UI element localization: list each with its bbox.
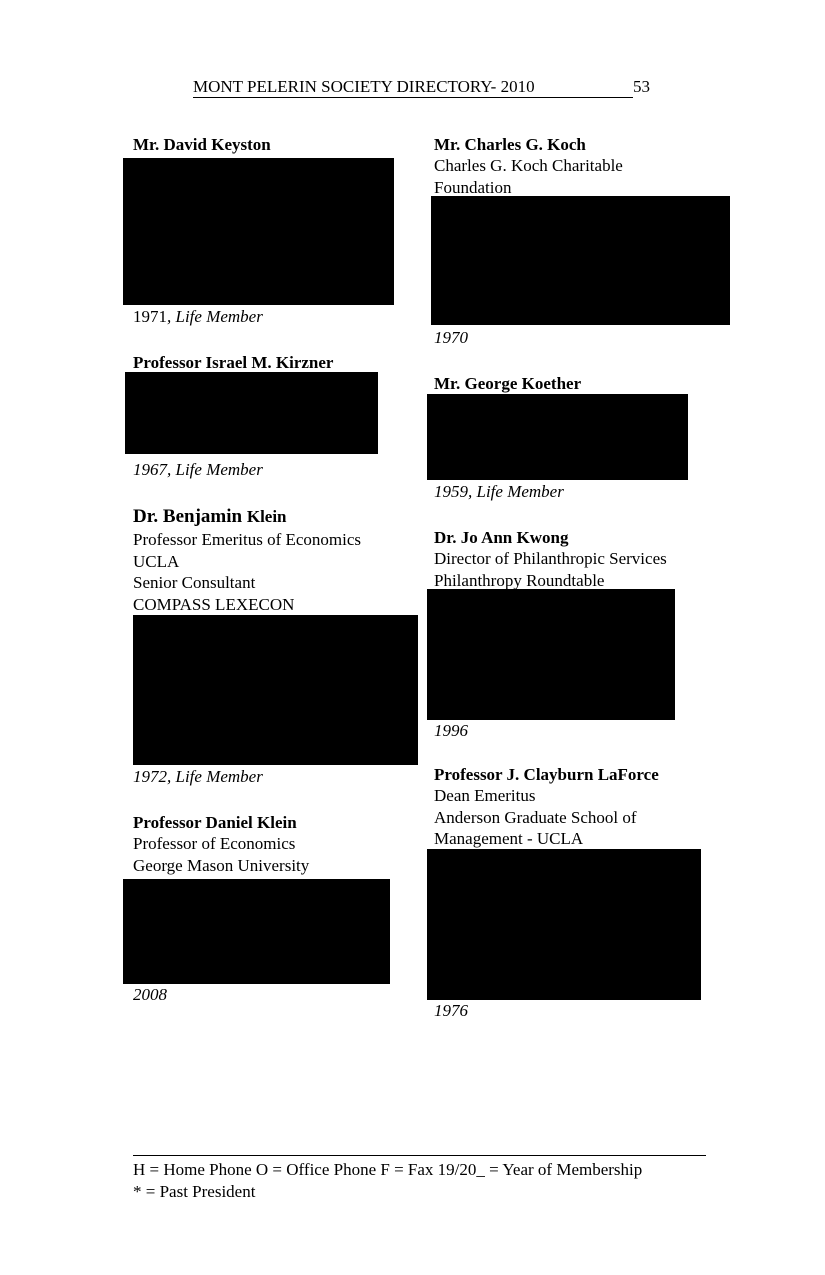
affiliation-line: Director of Philanthropic Services	[434, 549, 667, 568]
member-name: Mr. Charles G. Koch	[434, 135, 586, 154]
affiliation-line: Anderson Graduate School of	[434, 807, 637, 827]
redaction-block	[427, 849, 701, 1000]
directory-title: MONT PELERIN SOCIETY DIRECTORY- 2010	[193, 77, 633, 98]
membership-line	[133, 306, 263, 328]
affiliation-line: Charles G. Koch Charitable	[434, 156, 623, 175]
membership-line	[434, 481, 564, 503]
membership-year: 1976	[434, 1001, 468, 1020]
legend-codes: H = Home Phone O = Office Phone F = Fax 19/20_ = Year of Membership	[133, 1160, 643, 1179]
membership-line	[434, 720, 468, 742]
redaction-block	[427, 394, 688, 480]
membership-line	[434, 1000, 468, 1022]
footer-legend	[133, 1159, 642, 1202]
membership-year: 1971	[133, 307, 167, 326]
affiliation-line: George Mason University	[133, 855, 310, 875]
affiliation-line: COMPASS LEXECON	[133, 594, 295, 614]
membership-year: 1972	[133, 767, 167, 786]
affiliation-line: Professor Emeritus of Economics	[133, 530, 362, 549]
redaction-block	[431, 196, 730, 325]
membership-status: , Life Member	[468, 482, 564, 501]
membership-year: 2008	[133, 985, 167, 1004]
member-name: Professor Israel M. Kirzner	[133, 353, 334, 372]
membership-status: , Life Member	[167, 767, 263, 786]
membership-line	[133, 459, 263, 481]
member-name: Dr. Jo Ann Kwong	[434, 528, 569, 547]
membership-status: , Life Member	[167, 460, 263, 479]
member-name: Mr. David Keyston	[133, 135, 271, 154]
affiliation-line: Foundation	[434, 177, 512, 197]
redaction-block	[123, 158, 394, 305]
affiliation-line: UCLA	[133, 551, 180, 571]
membership-line	[434, 327, 468, 349]
membership-year: 1970	[434, 328, 468, 347]
membership-year: 1996	[434, 721, 468, 740]
membership-status: , Life Member	[167, 307, 263, 326]
member-name: Mr. George Koether	[434, 374, 582, 393]
member-name: Professor J. Clayburn LaForce	[434, 765, 659, 784]
member-name: Professor Daniel Klein	[133, 813, 297, 832]
affiliation-line: Philanthropy Roundtable	[434, 570, 605, 590]
page-header	[193, 77, 650, 98]
affiliation-line: Senior Consultant	[133, 573, 256, 592]
membership-line	[133, 984, 167, 1006]
membership-line	[133, 766, 263, 788]
redaction-block	[133, 615, 418, 765]
affiliation-line: Professor of Economics	[133, 834, 296, 853]
affiliation-line: Dean Emeritus	[434, 786, 536, 805]
member-name	[133, 506, 287, 528]
membership-year: 1959	[434, 482, 468, 501]
affiliation-line: Management - UCLA	[434, 829, 584, 848]
member-name-first: Dr. Benjamin	[133, 506, 243, 527]
membership-year: 1967	[133, 460, 167, 479]
redaction-block	[125, 372, 378, 454]
redaction-block	[427, 589, 675, 720]
page-number: 53	[633, 77, 650, 96]
redaction-block	[123, 879, 390, 984]
member-name-last: Klein	[246, 507, 287, 526]
legend-past-president: * = Past President	[133, 1181, 256, 1201]
footer-divider	[133, 1155, 706, 1156]
